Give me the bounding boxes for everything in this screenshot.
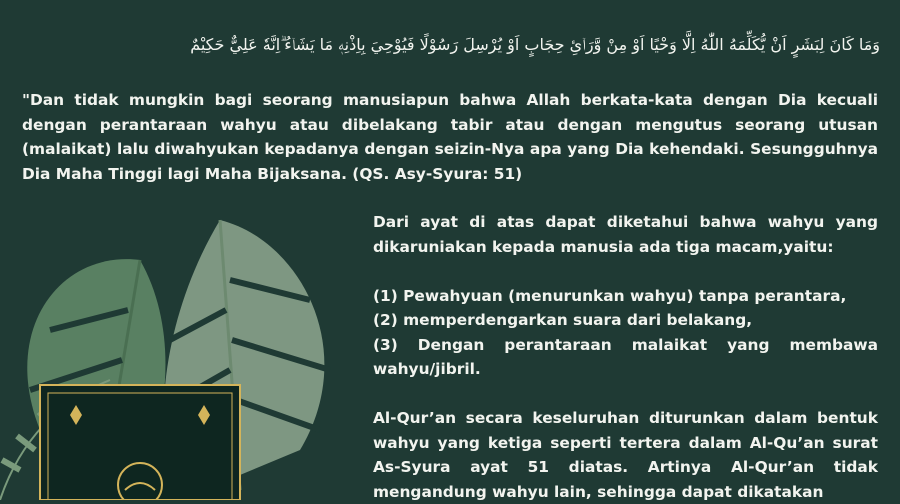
list-item: (1) Pewahyuan (menurunkan wahyu) tanpa perantara,: [373, 286, 847, 305]
verse-translation: "Dan tidak mungkin bagi seorang manusiapun bahwa Allah berkata-kata dengan Dia kecuali dengan perantaraan wahyu atau dibelakang tabir atau dengan mengutus seorang utusan (malaikat) lalu diwahyukan kepadanya dengan seizin-Nya apa yang Dia kehendaki. Sesungguhnya Dia Maha Tinggi lagi Maha Bijaksana. (QS. Asy-Syura: 51): [22, 91, 878, 183]
conclusion-paragraph: Al-Qur’an secara keseluruhan diturunkan dalam bentuk wahyu yang ketiga seperti tertera dalam Al-Qu’an surat As-Syura ayat 51 diatas. Artinya Al-Qur’an tidak mengandung wahyu lain, sehingga dapat dikatakan: [373, 409, 878, 501]
explanation-column: [373, 210, 878, 504]
leaf-decoration: [0, 200, 360, 500]
list-item: (3) Dengan perantaraan malaikat yang membawa wahyu/jibril.: [373, 335, 878, 378]
list-item: (2) memperdengarkan suara dari belakang,: [373, 311, 753, 329]
arabic-verse: وَمَا كَانَ لِبَشَرٍ اَنْ يُّكَلِّمَهُ اللّٰهُ اِلَّا وَحْيًا اَوْ مِنْ وَّرَاۤئِ حِجَابٍ اَوْ يُرْسِلَ رَسُوْلًا فَيُوْحِيَ بِاِذْنِهٖ مَا يَشَاۤءُ ۗاِنَّهٗ عَلِيٌّ حَكِيْمٌ: [190, 35, 880, 54]
quran-book-icon: [40, 385, 240, 500]
intro-paragraph: Dari ayat di atas dapat diketahui bahwa wahyu yang dikaruniakan kepada manusia ada tiga macam,yaitu:: [373, 213, 878, 256]
